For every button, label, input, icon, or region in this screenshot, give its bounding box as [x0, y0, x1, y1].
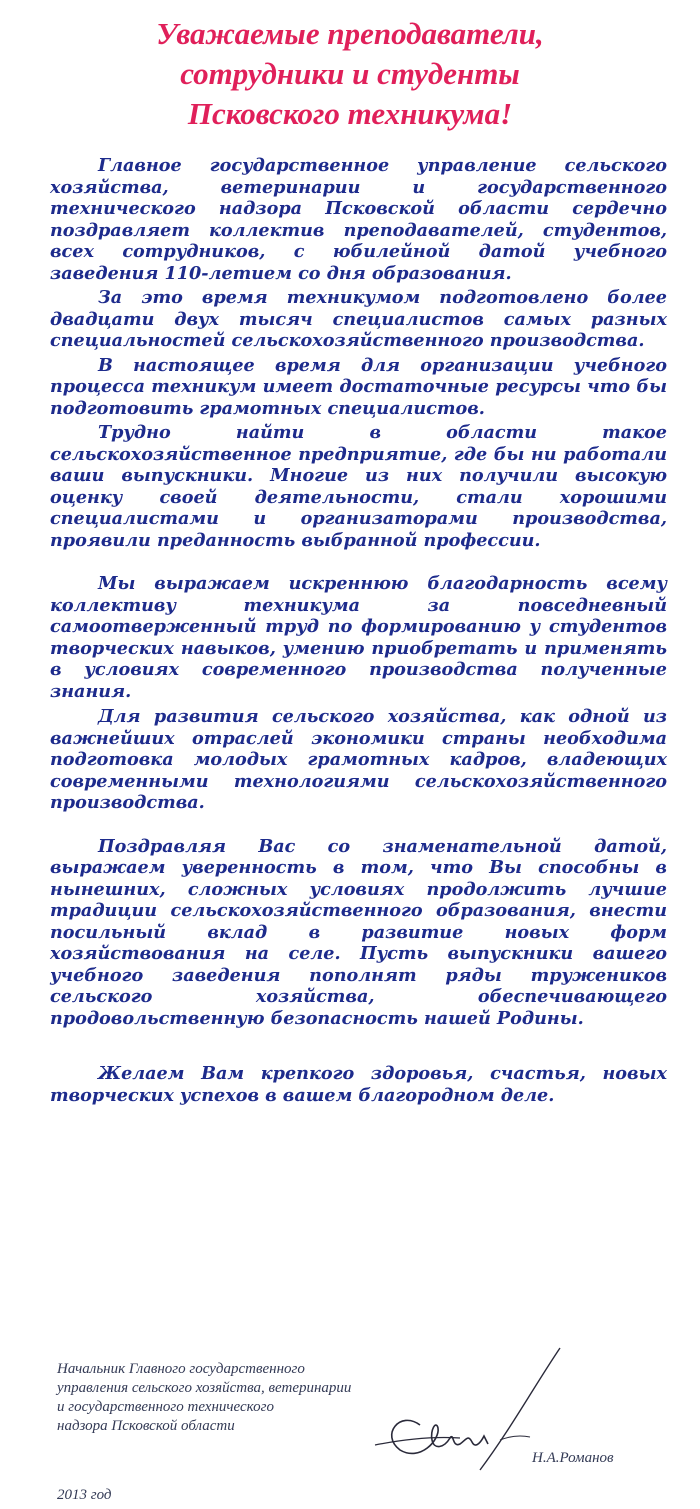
position-line-1: Начальник Главного государственного [57, 1361, 305, 1377]
greeting-title [0, 14, 700, 134]
title-line-2: сотрудники и студенты [180, 56, 520, 91]
paragraph-1: Главное государственное управление сельского хозяйства, ветеринарии и государственного технического надзора Псковской области сердечно поздравляет коллектив преподавателей, студентов, всех сотрудников, с юбилейной датой учебного заведения 110-летием со дня образования. [50, 155, 667, 284]
signatory-name: Н.А.Романов [532, 1450, 614, 1466]
signatory-position [57, 1360, 387, 1436]
paragraph-8: Желаем Вам крепкого здоровья, счастья, новых творческих успехов в вашем благородном деле. [50, 1063, 667, 1106]
title-line-3: Псковского техникума! [187, 96, 513, 131]
position-line-4: надзора Псковской области [57, 1418, 235, 1434]
paragraph-2: За это время техникумом подготовлено более двадцати двух тысяч специалистов самых разных специальностей сельскохозяйственного производства. [50, 287, 667, 351]
paragraph-3: В настоящее время для организации учебного процесса техникум имеет достаточные ресурсы что бы подготовить грамотных специалистов. [50, 354, 667, 419]
handwritten-signature-icon [360, 1340, 580, 1500]
paragraph-6: Для развития сельского хозяйства, как одной из важнейших отраслей экономики страны необходима подготовка молодых грамотных кадров, владеющих современными технологиями сельскохозяйственного производства. [50, 706, 667, 813]
position-line-2: управления сельского хозяйства, ветеринарии [57, 1380, 352, 1396]
paragraph-7: Поздравляя Вас со знаменательной датой, выражаем уверенность в том, что Вы способны в нынешних, сложных условиях продолжить лучшие традиции сельскохозяйственного образования, внести посильный вклад в развитие новых форм хозяйствования на селе. Пусть выпускники вашего учебного заведения пополнят ряды тружеников сельского хозяйства, обеспечивающего продовольственную безопасность нашей Родины. [50, 835, 667, 1029]
paragraph-4: Трудно найти в области такое сельскохозяйственное предприятие, где бы ни работали ваши выпускники. Многие из них получили высокую оценку своей деятельности, стали хорошими специалистами и организаторами производства, проявили преданность выбранной профессии. [50, 422, 667, 551]
title-line-1: Уважаемые преподаватели, [156, 16, 544, 51]
paragraph-5: Мы выражаем искреннюю благодарность всему коллективу техникума за повседневный самоотверженный труд по формированию у студентов творческих навыков, умению приобретать и применять в условиях современного производства полученные знания. [50, 573, 667, 702]
document-year: 2013 год [57, 1487, 112, 1503]
position-line-3: и государственного технического [57, 1399, 274, 1415]
letter-body [50, 155, 667, 1106]
